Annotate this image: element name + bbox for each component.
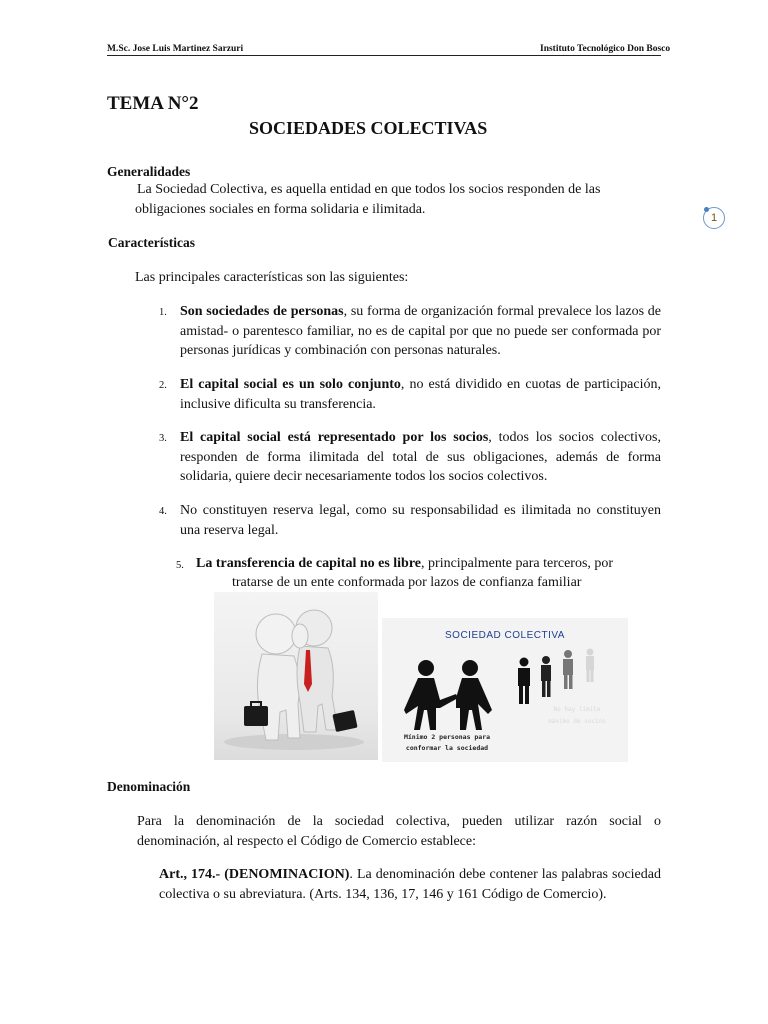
list-item-text: , todos los socios colectivos, responden de forma ilimitada del total de sus obligaciones, además de forma solidaria, quiere decir necesariamente todos los socios colectivos.: [180, 430, 661, 484]
handshake-figures-illustration: [214, 592, 378, 760]
list-item-number: 3.: [159, 433, 167, 444]
list-item-text: , su forma de organización formal prevalece los lazos de amistad- o parentesco familiar, no es de capital por que no puede ser conformada por personas jurídicas y combinación con personas naturales.: [180, 304, 662, 358]
two-people-holding-hands-icon: [400, 658, 496, 732]
list-item-number: 4.: [159, 506, 167, 517]
page-badge-dot: [704, 207, 709, 212]
diagram-caption-line-1: Mínimo 2 personas para: [403, 733, 491, 741]
section-heading-generalidades: Generalidades: [107, 164, 191, 179]
header-institution: Instituto Tecnológico Don Bosco: [540, 44, 671, 54]
page-title: TEMA N°2: [107, 93, 199, 114]
list-item: [180, 302, 661, 361]
diagram-faded-line-1: No hay límite: [553, 706, 601, 713]
section-heading-denominacion: Denominación: [107, 779, 191, 794]
list-item-text: No constituyen reserva legal, como su responsabilidad es ilimitada no constituyen una reserva legal.: [180, 503, 661, 538]
diagram-faded-line-2: máximo de socios: [548, 718, 606, 725]
list-item-text: , principalmente para terceros, por: [421, 556, 614, 571]
denominacion-line-1: Para la denominación de la sociedad colectiva, pueden utilizar razón social o: [137, 814, 661, 829]
page-number-badge: 1: [703, 207, 725, 229]
list-item-text: , no está dividido en cuotas de participación, inclusive dificulta su transferencia.: [180, 377, 661, 412]
list-item-bold: Son sociedades de personas: [180, 304, 344, 319]
list-item-number: 2.: [159, 380, 167, 391]
page-subtitle: SOCIEDADES COLECTIVAS: [249, 118, 488, 138]
article-174: [159, 865, 661, 904]
diagram-caption: [392, 732, 502, 754]
diagram-faded-note: [532, 704, 622, 728]
list-item-bold: El capital social está representado por los socios: [180, 430, 489, 445]
list-item-continuation: tratarse de un ente conformada por lazos de confianza familiar: [232, 575, 582, 590]
list-item-number: 1.: [159, 307, 167, 318]
generalidades-line-2: obligaciones sociales en forma solidaria e ilimitada.: [135, 202, 426, 217]
diagram-caption-line-2: conformar la sociedad: [405, 744, 489, 752]
list-item: [180, 501, 661, 540]
section-heading-caracteristicas: Características: [108, 235, 195, 250]
list-item: [196, 554, 613, 574]
diagram-title: SOCIEDAD COLECTIVA: [445, 630, 565, 641]
list-item: [180, 428, 661, 487]
handshake-figures-image: [214, 592, 378, 760]
header-author: M.Sc. Jose Luis Martinez Sarzuri: [107, 44, 244, 54]
sociedad-colectiva-diagram: [382, 618, 628, 762]
list-item-number: 5.: [176, 560, 184, 571]
article-174-text: . La denominación debe contener las palabras sociedad colectiva o su abreviatura. (Arts. 134, 136, 17, 146 y 161 Código de Comercio).: [159, 867, 661, 902]
list-item-bold: La transferencia de capital no es libre: [196, 556, 422, 571]
list-item-bold: El capital social es un solo conjunto: [180, 377, 401, 392]
group-of-people-icon: [514, 648, 604, 706]
caracteristicas-intro: Las principales características son las siguientes:: [135, 270, 409, 285]
generalidades-line-1: La Sociedad Colectiva, es aquella entidad en que todos los socios responden de las: [137, 182, 601, 197]
list-item: [180, 375, 661, 414]
article-174-heading: Art., 174.- (DENOMINACION): [159, 867, 350, 882]
denominacion-line-2: denominación, al respecto el Código de Comercio establece:: [137, 834, 476, 849]
header-divider: [107, 55, 661, 56]
